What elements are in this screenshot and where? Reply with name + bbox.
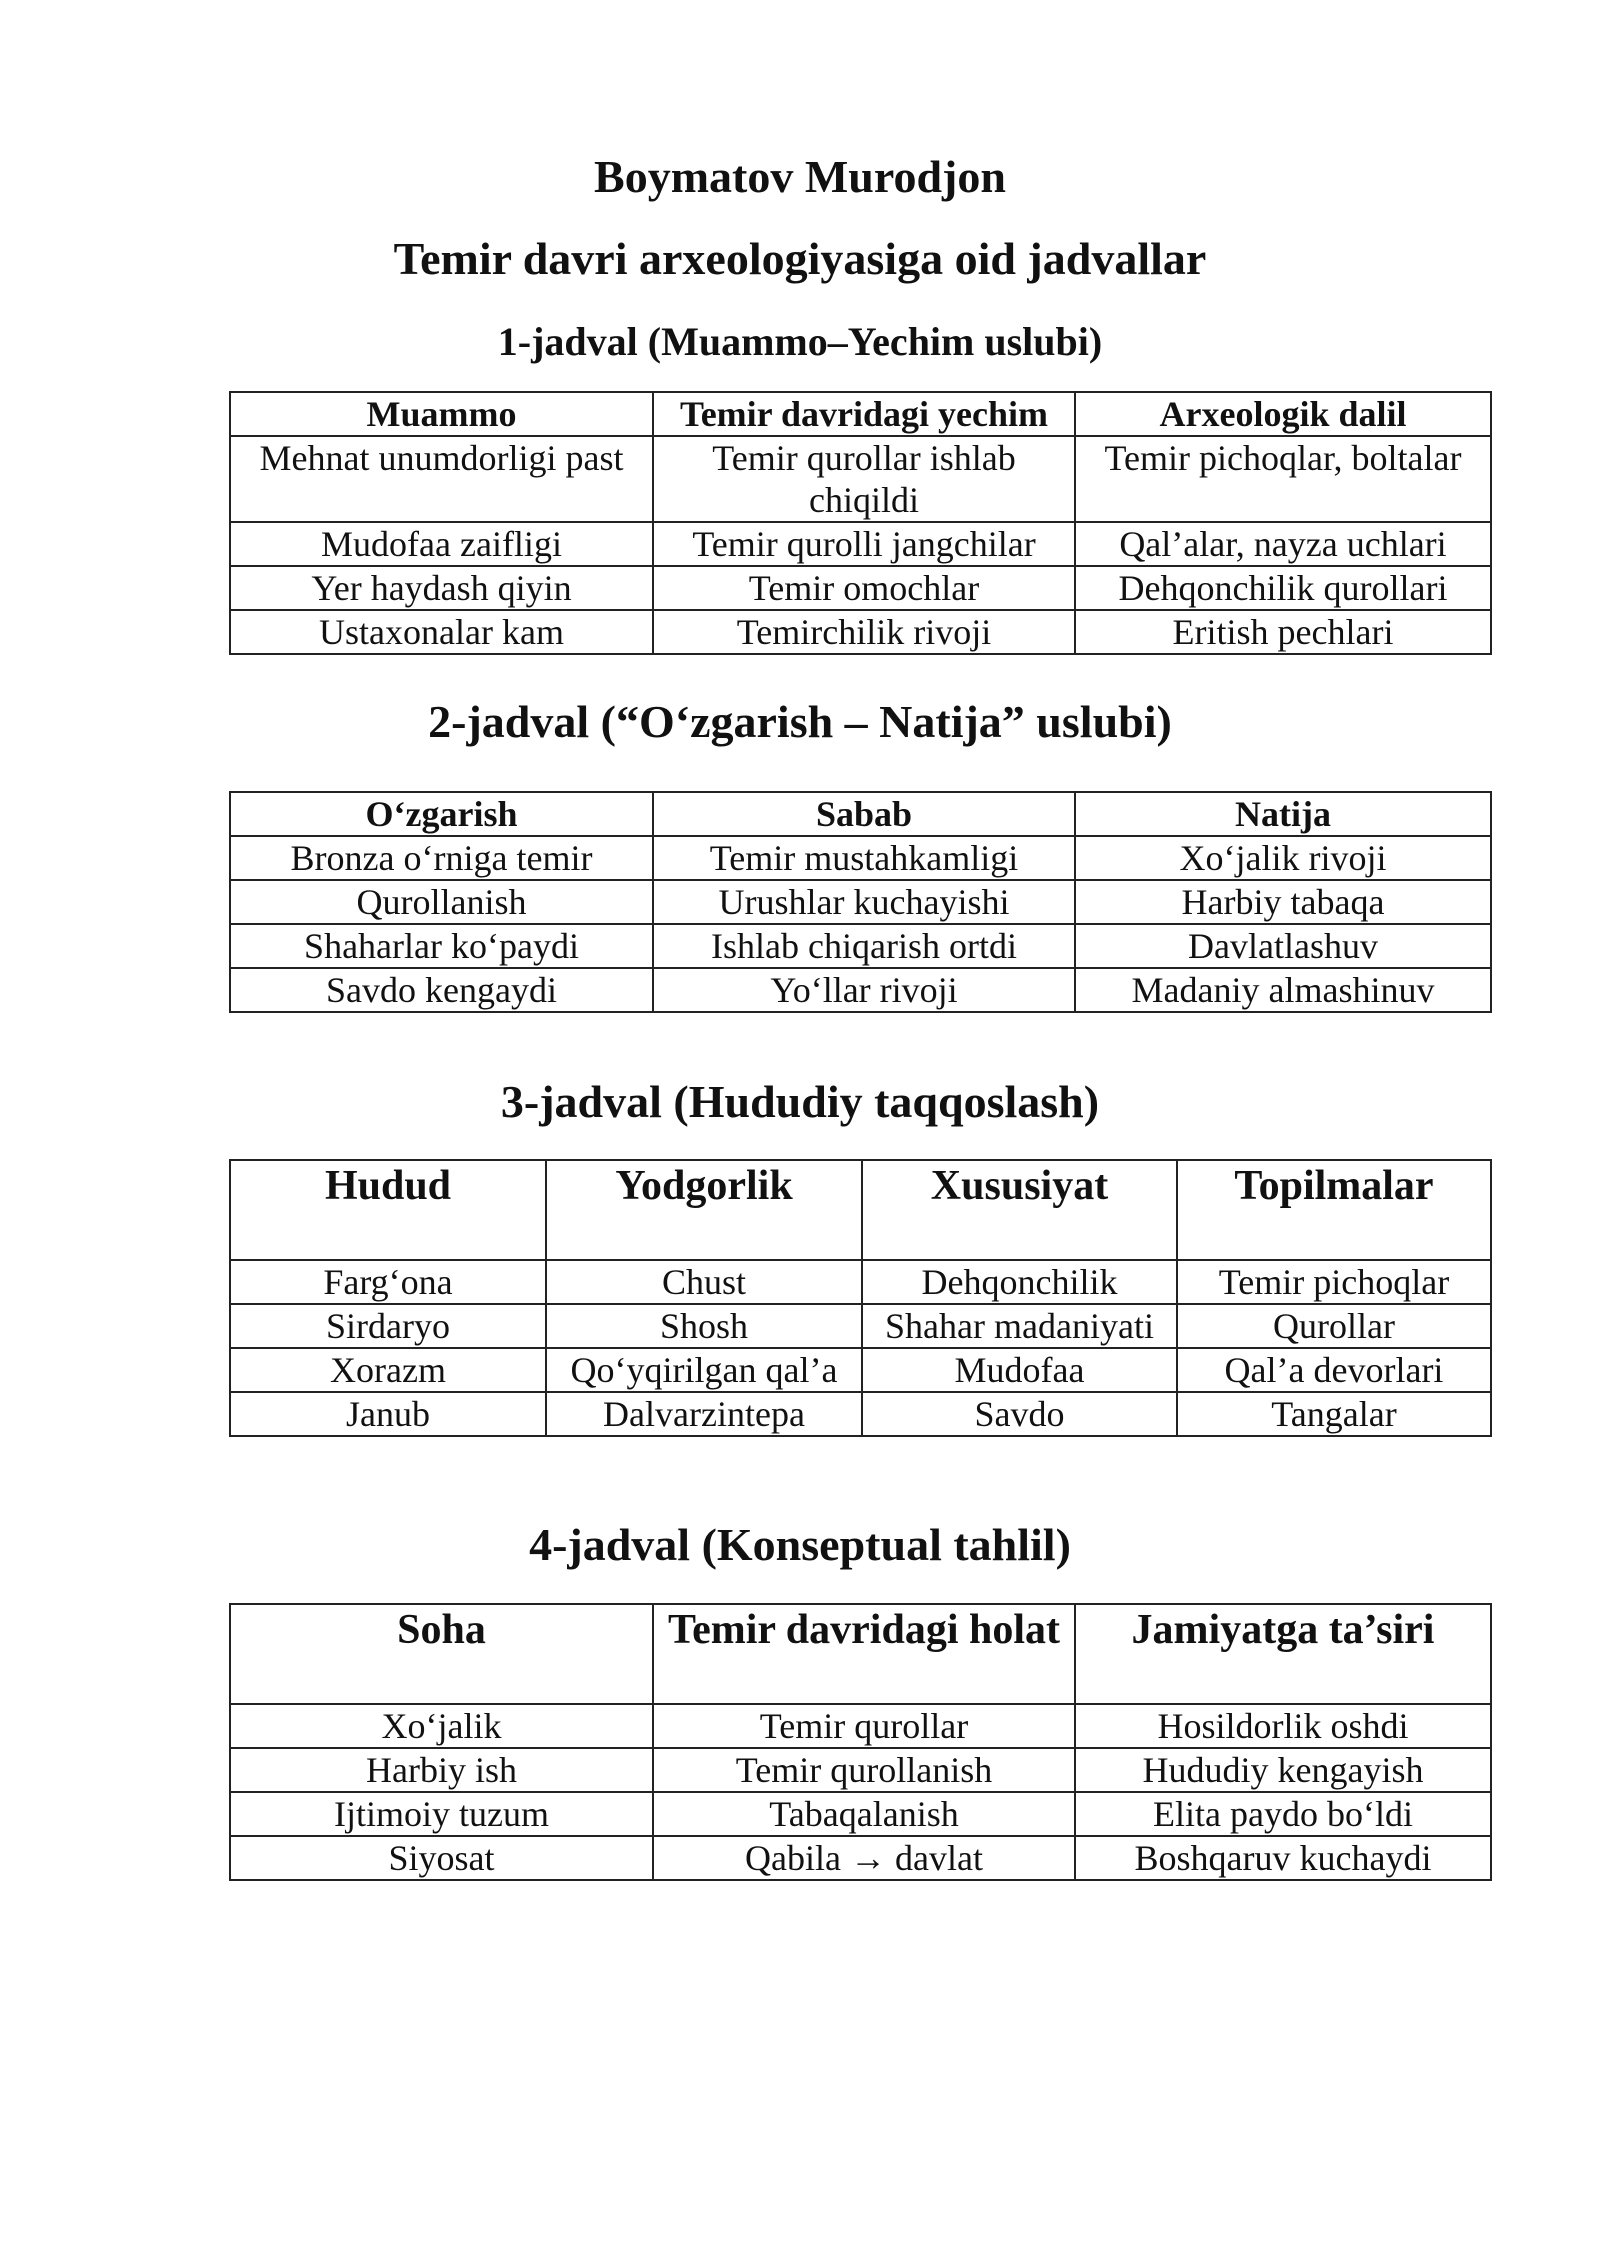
table-cell: Mudofaa zaifligi [230,522,653,566]
table-row [230,1304,1491,1348]
table-cell: Ustaxonalar kam [230,610,653,654]
column-header: Temir davridagi yechim [653,392,1075,436]
column-header: Jamiyatga ta’siri [1075,1604,1491,1704]
table-cell: Chust [546,1260,862,1304]
table-cell: Bronza o‘rniga temir [230,836,653,880]
table-caption-1: 1-jadval (Muammo–Yechim uslubi) [497,319,1103,364]
table-cell: Qurollanish [230,880,653,924]
table-conceptual-analysis [229,1603,1492,1881]
table-cell: Boshqaruv kuchaydi [1075,1836,1491,1880]
table-header-row [230,1604,1491,1704]
column-header: O‘zgarish [230,792,653,836]
table-row [230,924,1491,968]
table-row [230,1260,1491,1304]
table-cell: Qo‘yqirilgan qal’a [546,1348,862,1392]
table-row [230,436,1491,522]
table-cell: Yer haydash qiyin [230,566,653,610]
table-cell: Temir qurollar ishlab chiqildi [653,436,1075,522]
table-cell: Temir mustahkamligi [653,836,1075,880]
column-header: Hudud [230,1160,546,1260]
column-header: Temir davridagi holat [653,1604,1075,1704]
table-cell: Ishlab chiqarish ortdi [653,924,1075,968]
table-cell: Qal’alar, nayza uchlari [1075,522,1491,566]
table-cell: Davlatlashuv [1075,924,1491,968]
document-title: Temir davri arxeologiyasiga oid jadvallar [393,233,1207,284]
table-cell: Shosh [546,1304,862,1348]
column-header: Yodgorlik [546,1160,862,1260]
table-row [230,1836,1491,1880]
table-cell: Eritish pechlari [1075,610,1491,654]
table-row [230,522,1491,566]
table-cell: Temir pichoqlar [1177,1260,1491,1304]
table-cell: Qabila → davlat [653,1836,1075,1880]
table-cell: Shaharlar ko‘paydi [230,924,653,968]
table-row [230,836,1491,880]
table-header-row [230,792,1491,836]
table-cell: Dehqonchilik qurollari [1075,566,1491,610]
table-cell: Temir qurolli jangchilar [653,522,1075,566]
table-caption-4: 4-jadval (Konseptual tahlil) [529,1519,1071,1570]
table-cell: Hosildorlik oshdi [1075,1704,1491,1748]
column-header: Soha [230,1604,653,1704]
table-row [230,566,1491,610]
table-row [230,610,1491,654]
table-cell: Janub [230,1392,546,1436]
table-row [230,880,1491,924]
table-cell: Temir qurollanish [653,1748,1075,1792]
table-problem-solution [229,391,1492,655]
table-cell: Harbiy ish [230,1748,653,1792]
table-caption-3: 3-jadval (Hududiy taqqoslash) [500,1076,1100,1127]
table-cell: Mehnat unumdorligi past [230,436,653,522]
table-cell: Savdo [862,1392,1177,1436]
table-cell: Ijtimoiy tuzum [230,1792,653,1836]
table-caption-2: 2-jadval (“O‘zgarish – Natija” uslubi) [428,696,1172,747]
table-cell: Temir qurollar [653,1704,1075,1748]
table-cell: Savdo kengaydi [230,968,653,1012]
table-cell: Tangalar [1177,1392,1491,1436]
table-cell: Elita paydo bo‘ldi [1075,1792,1491,1836]
table-regional-comparison [229,1159,1492,1437]
table-cell: Temir pichoqlar, boltalar [1075,436,1491,522]
table-cell: Siyosat [230,1836,653,1880]
column-header: Sabab [653,792,1075,836]
table-cell: Xorazm [230,1348,546,1392]
table-header-row [230,392,1491,436]
table-cell: Shahar madaniyati [862,1304,1177,1348]
table-cell: Temir omochlar [653,566,1075,610]
table-change-result [229,791,1492,1013]
table-row [230,968,1491,1012]
table-cell: Farg‘ona [230,1260,546,1304]
table-cell: Sirdaryo [230,1304,546,1348]
table-row [230,1792,1491,1836]
table-row [230,1748,1491,1792]
table-cell: Harbiy tabaqa [1075,880,1491,924]
author-name: Boymatov Murodjon [594,151,1006,202]
column-header: Muammo [230,392,653,436]
table-cell: Dalvarzintepa [546,1392,862,1436]
table-row [230,1704,1491,1748]
column-header: Topilmalar [1177,1160,1491,1260]
column-header: Natija [1075,792,1491,836]
table-cell: Xo‘jalik rivoji [1075,836,1491,880]
table-cell: Madaniy almashinuv [1075,968,1491,1012]
table-cell: Xo‘jalik [230,1704,653,1748]
column-header: Arxeologik dalil [1075,392,1491,436]
table-cell: Tabaqalanish [653,1792,1075,1836]
table-cell: Urushlar kuchayishi [653,880,1075,924]
table-cell: Qurollar [1177,1304,1491,1348]
table-cell: Yo‘llar rivoji [653,968,1075,1012]
table-header-row [230,1160,1491,1260]
table-cell: Hududiy kengayish [1075,1748,1491,1792]
table-cell: Temirchilik rivoji [653,610,1075,654]
table-cell: Qal’a devorlari [1177,1348,1491,1392]
table-cell: Mudofaa [862,1348,1177,1392]
table-row [230,1348,1491,1392]
column-header: Xususiyat [862,1160,1177,1260]
table-row [230,1392,1491,1436]
table-cell: Dehqonchilik [862,1260,1177,1304]
